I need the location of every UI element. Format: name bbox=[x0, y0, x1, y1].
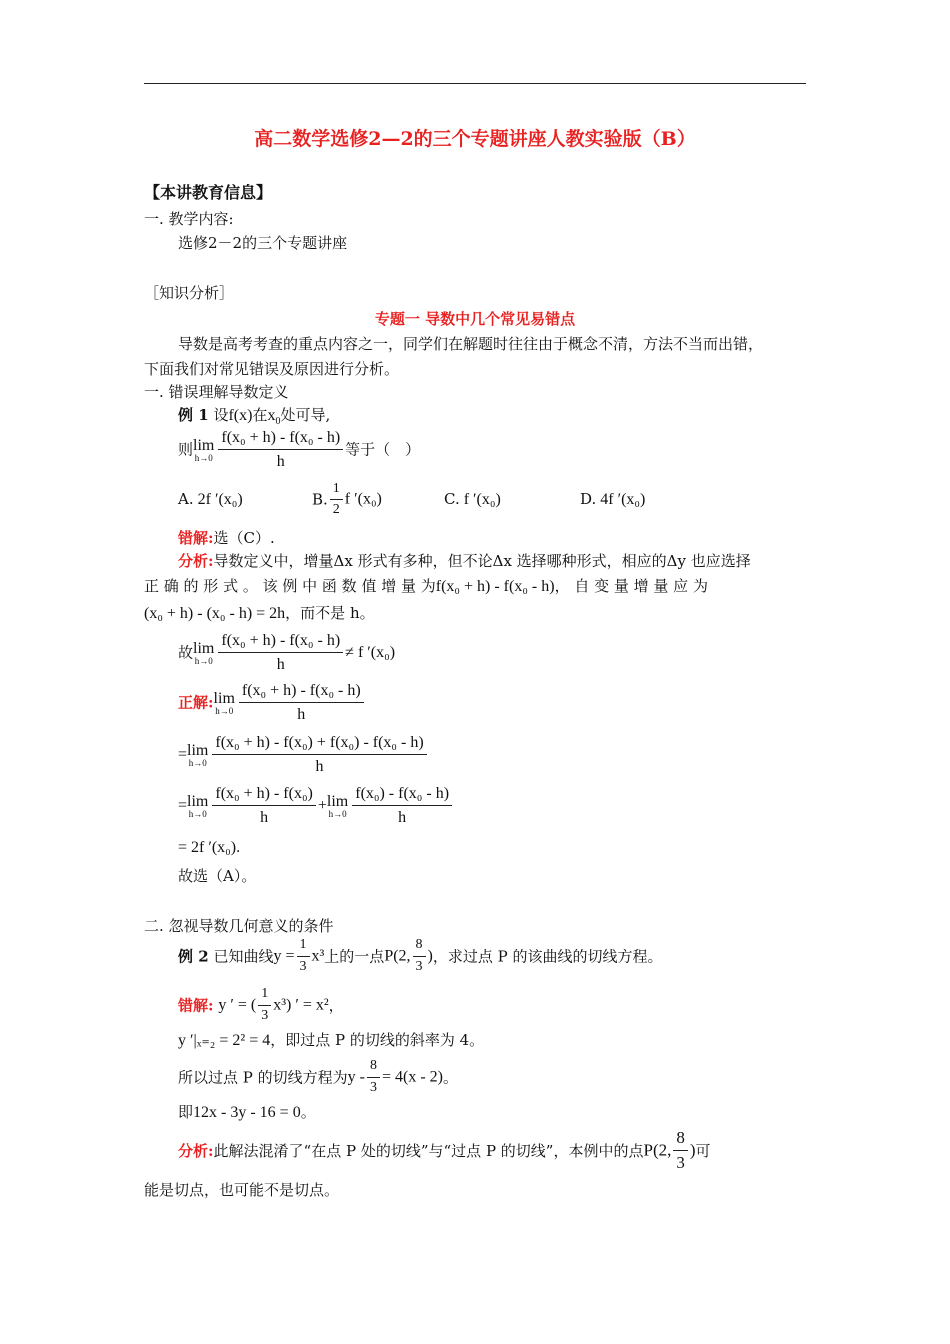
part1-heading: 一. 错误理解导数定义 bbox=[144, 383, 289, 401]
example1-fx: f(x) bbox=[228, 407, 253, 424]
wrong-solution-2-line-1: 错解: y ′ = ( $\frac{1}{3}$ x³) ′ = x²， bbox=[178, 986, 344, 1023]
analysis-1-line-1: 分析:导数定义中，增量Δx 形式有多种，但不论Δx 选择哪种形式，相应的Δy 也应选择 bbox=[178, 552, 751, 570]
example1-line bbox=[178, 406, 330, 428]
info-header: 【本讲教育信息】 bbox=[144, 183, 273, 202]
option-d: D. 4f ′(x₀) bbox=[580, 490, 646, 508]
equals-blank: 等于（ ） bbox=[345, 440, 421, 459]
wrong-solution-2-line-2: y ′|ₓ₌₂ = 2² = 4，即过点 P 的切线的斜率为 4。 bbox=[178, 1031, 485, 1049]
right-solution-line-3: = lim h→0 $\frac{\text{f(x₀ + h) - f(x₀)}}{h}$ + lim h→0 $\frac{\text{f(x₀) - f(x₀ - h)}}{h}$ bbox=[178, 784, 454, 827]
section-content: 一. 教学内容: bbox=[144, 210, 234, 228]
lim-symbol: lim h→0 bbox=[193, 436, 215, 463]
example1-fraction: $\frac{\text{f(x₀ + h) - f(x₀ - h)}}{h}$ bbox=[218, 428, 343, 471]
option-c: C. f ′(x₀) bbox=[444, 490, 501, 508]
intro-line-1: 导数是高考考查的重点内容之一，同学们在解题时往往由于概念不清，方法不当而出错， bbox=[178, 335, 764, 353]
choose-a: 故选（A）。 bbox=[178, 867, 257, 885]
right-solution-line-4: = 2f ′(x₀). bbox=[178, 839, 241, 856]
wrong-solution-1: 错解:选（C）. bbox=[178, 529, 275, 547]
wrong-solution-2-line-3: 所以过点 P 的切线方程为y - $\frac{8}{3}$ = 4(x - 2)。 bbox=[178, 1058, 458, 1095]
example1-text-a: 设 bbox=[213, 406, 229, 424]
option-a: A. 2f ′(x₀) bbox=[178, 490, 243, 508]
example1-label: 例 1 bbox=[178, 406, 209, 424]
analysis-1-line-3: (x₀ + h) - (x₀ - h) = 2h，而不是 h。 bbox=[144, 604, 375, 622]
content-text: 选修2－2的三个专题讲座 bbox=[178, 234, 348, 252]
topic1-heading: 专题一 导数中几个常见易错点 bbox=[374, 310, 576, 328]
example2-line: 例 2 已知曲线y = $\frac{1}{3}$ x³上的一点P(2, $\frac{8}{3}$ )，求过点 P 的该曲线的切线方程。 bbox=[178, 937, 663, 974]
analysis-2-line-1: 分析:此解法混淆了“在点 P 处的切线”与“过点 P 的切线”，本例中的点P(2, $\frac{8}{3}$ )可 bbox=[178, 1128, 711, 1173]
option-b: B. $\frac{1}{2}$ f ′(x₀) bbox=[312, 481, 382, 517]
analysis-1-line-2: 正 确 的 形 式 。 该 例 中 函 数 值 增 量 为f(x₀ + h) - f(x₀ - h)， 自 变 量 增 量 应 为 bbox=[144, 577, 708, 595]
top-rule bbox=[144, 83, 806, 84]
example1-x0: $x_0$ bbox=[267, 407, 281, 428]
example1-text-c: 处可导, bbox=[280, 406, 331, 424]
so-limit-line: 故 lim h→0 $\frac{\text{f(x₀ + h) - f(x₀ - h)}}{h}$ ≠ f ′(x₀) bbox=[178, 632, 396, 674]
example1-limit bbox=[178, 428, 420, 471]
part2-heading: 二. 忽视导数几何意义的条件 bbox=[144, 917, 334, 935]
page-title: 高二数学选修2—2的三个专题讲座人教实验版（B） bbox=[254, 128, 696, 150]
right-solution-line-1: 正解: lim h→0 $\frac{\text{f(x₀ + h) - f(x₀ - h)}}{h}$ bbox=[178, 681, 366, 724]
wrong-solution-2-line-4: 即12x - 3y - 16 = 0。 bbox=[178, 1103, 316, 1121]
knowledge-label: ［知识分析］ bbox=[144, 284, 235, 302]
intro-line-2: 下面我们对常见错误及原因进行分析。 bbox=[144, 360, 400, 378]
analysis-2-line-2: 能是切点，也可能不是切点。 bbox=[144, 1181, 340, 1199]
example1-text-b: 在 bbox=[252, 406, 268, 424]
right-solution-line-2: = lim h→0 $\frac{\text{f(x₀ + h) - f(x₀) + f(x₀) - f(x₀ - h)}}{h}$ bbox=[178, 733, 429, 776]
then-label: 则 bbox=[178, 440, 194, 459]
